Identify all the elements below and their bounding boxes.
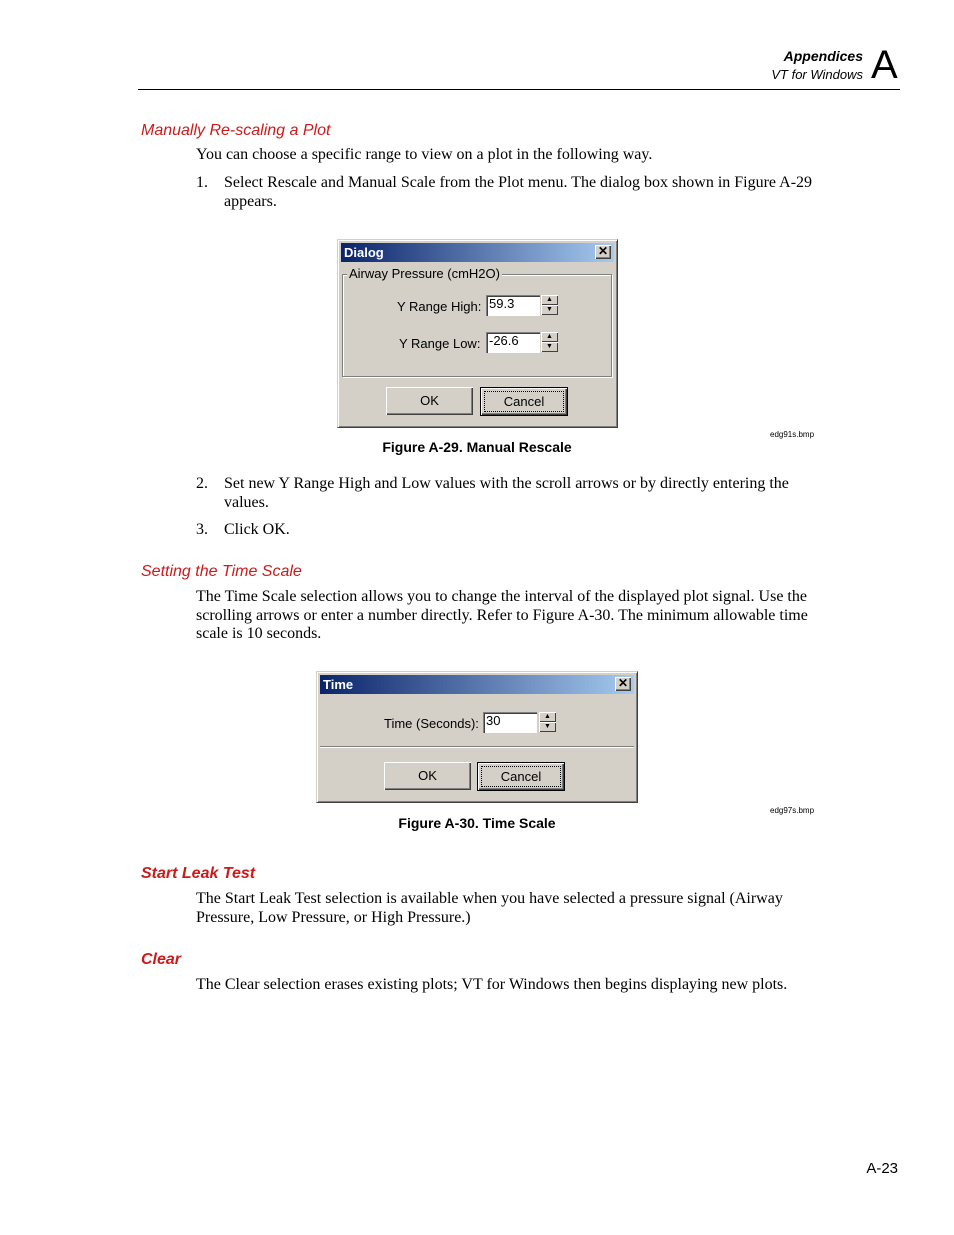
- arrow-up-icon[interactable]: ▲: [541, 332, 558, 342]
- y-range-low-input[interactable]: -26.6: [486, 332, 540, 353]
- group-label: Airway Pressure (cmH2O): [349, 266, 500, 281]
- close-icon[interactable]: ✕: [595, 245, 611, 259]
- leak-test-paragraph: The Start Leak Test selection is available when you have selected a pressure signal (Airway Pressure, Low Pressure, or High Pressure.): [196, 890, 783, 926]
- figure-filename: edg91s.bmp: [770, 430, 815, 439]
- appendix-letter: A: [871, 43, 898, 87]
- clear-paragraph: The Clear selection erases existing plots; VT for Windows then begins displaying new plots.: [196, 976, 788, 993]
- cancel-button-label: Cancel: [484, 391, 564, 412]
- time-dialog: [316, 671, 638, 803]
- arrow-down-icon[interactable]: ▼: [539, 722, 556, 732]
- y-range-high-input[interactable]: 59.3: [486, 295, 540, 316]
- arrow-up-icon[interactable]: ▲: [541, 295, 558, 305]
- airway-pressure-group: [342, 274, 612, 377]
- step-number: 3.: [196, 521, 208, 538]
- cancel-button[interactable]: [477, 762, 565, 791]
- dialog-title: Dialog: [344, 245, 384, 260]
- y-range-high-label: Y Range High:: [397, 299, 482, 314]
- ok-button[interactable]: OK: [386, 387, 473, 415]
- step-text: Click OK.: [224, 521, 290, 538]
- heading-start-leak-test: Start Leak Test: [141, 865, 256, 882]
- header-rule: [138, 89, 900, 90]
- heading-time-scale: Setting the Time Scale: [141, 563, 302, 580]
- intro-paragraph: You can choose a specific range to view on a plot in the following way.: [196, 146, 653, 163]
- heading-clear: Clear: [141, 951, 182, 968]
- dialog-titlebar: [320, 675, 634, 694]
- step-number: 2.: [196, 475, 208, 492]
- close-icon[interactable]: ✕: [615, 677, 631, 691]
- arrow-down-icon[interactable]: ▼: [541, 305, 558, 315]
- separator: [320, 746, 634, 748]
- step-text: Select Rescale and Manual Scale from the Plot menu. The dialog box shown in Figure A-29 appears.: [224, 174, 813, 210]
- figure-caption: Figure A-29. Manual Rescale: [382, 439, 572, 455]
- cancel-button[interactable]: [480, 387, 568, 416]
- time-spinner[interactable]: [539, 712, 556, 732]
- header-title: Appendices: [783, 48, 863, 64]
- cancel-button-label: Cancel: [481, 766, 561, 787]
- heading-manual-rescale: Manually Re-scaling a Plot: [141, 122, 331, 139]
- y-range-low-label: Y Range Low:: [399, 336, 481, 351]
- rescale-dialog: [337, 239, 618, 428]
- time-label: Time (Seconds):: [384, 716, 479, 731]
- arrow-down-icon[interactable]: ▼: [541, 342, 558, 352]
- step-number: 1.: [196, 174, 208, 191]
- y-range-high-spinner[interactable]: [541, 295, 558, 315]
- ok-button[interactable]: OK: [384, 762, 471, 790]
- time-input[interactable]: 30: [483, 712, 537, 733]
- y-range-low-spinner[interactable]: [541, 332, 558, 352]
- dialog-titlebar: [341, 243, 614, 262]
- step-text: Set new Y Range High and Low values with the scroll arrows or by directly entering the values.: [224, 475, 789, 511]
- dialog-title: Time: [323, 677, 354, 692]
- figure-caption: Figure A-30. Time Scale: [398, 815, 556, 831]
- page-number: A-23: [866, 1160, 898, 1177]
- figure-filename: edg97s.bmp: [770, 806, 815, 815]
- arrow-up-icon[interactable]: ▲: [539, 712, 556, 722]
- header-subtitle: VT for Windows: [771, 67, 863, 82]
- time-scale-paragraph: The Time Scale selection allows you to change the interval of the displayed plot signal. Use the scrolling arrows or enter a number directly. Refer to Figure A-30. The minimum allowable time scale is 10 seconds.: [196, 588, 808, 642]
